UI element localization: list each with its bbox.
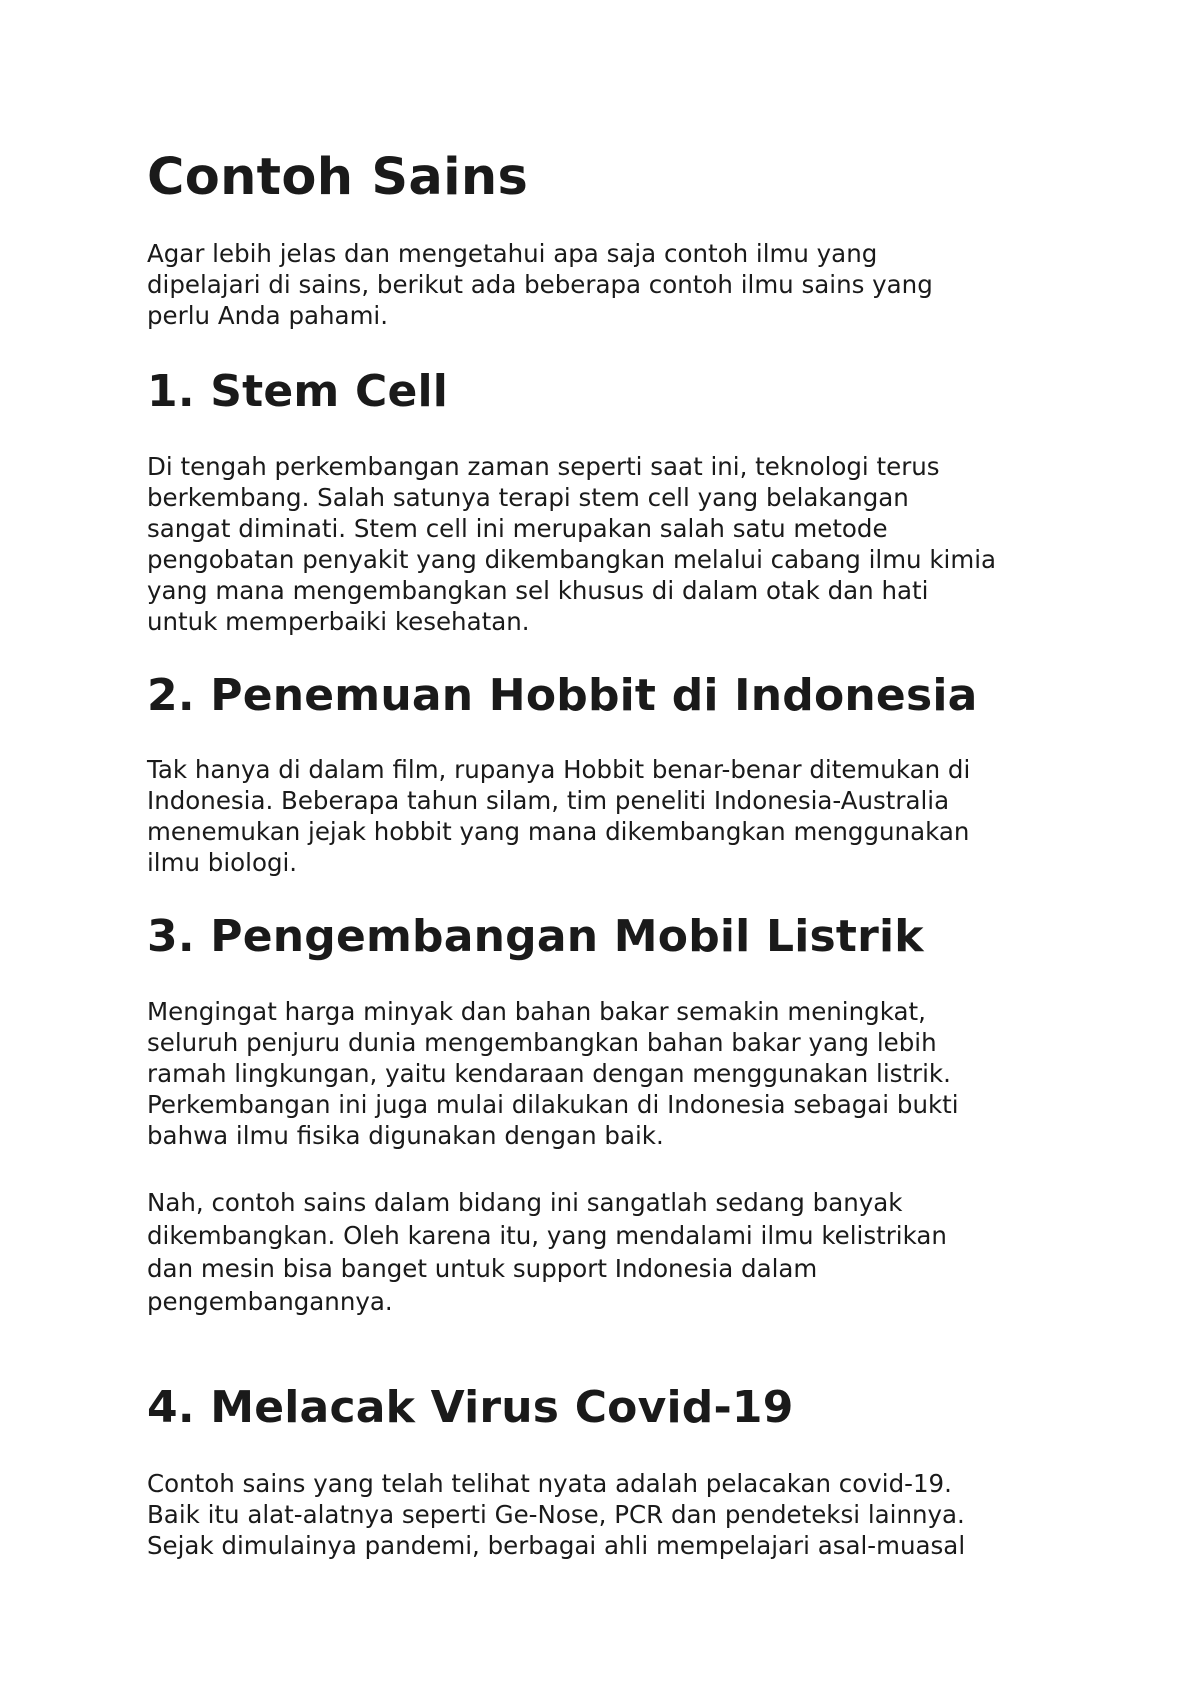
text-line: seluruh penjuru dunia mengembangkan bahan bakar yang lebih <box>147 1028 937 1057</box>
section-paragraph <box>147 1186 947 1318</box>
text-line: Sejak dimulainya pandemi, berbagai ahli mempelajari asal-muasal <box>147 1531 966 1560</box>
text-line: ilmu biologi. <box>147 848 298 877</box>
section-heading: 2. Penemuan Hobbit di Indonesia <box>147 670 978 721</box>
text-line: dan mesin bisa banget untuk support Indonesia dalam <box>147 1254 818 1283</box>
text-line: dikembangkan. Oleh karena itu, yang mendalami ilmu kelistrikan <box>147 1221 947 1250</box>
text-line: Indonesia. Beberapa tahun silam, tim peneliti Indonesia-Australia <box>147 786 950 815</box>
section-heading: 3. Pengembangan Mobil Listrik <box>147 911 924 962</box>
text-line: dipelajari di sains, berikut ada beberapa contoh ilmu sains yang <box>147 270 933 299</box>
text-line: Mengingat harga minyak dan bahan bakar semakin meningkat, <box>147 997 926 1026</box>
text-line: Perkembangan ini juga mulai dilakukan di Indonesia sebagai bukti <box>147 1090 959 1119</box>
text-line: Contoh sains yang telah telihat nyata adalah pelacakan covid-19. <box>147 1469 952 1498</box>
intro-paragraph <box>147 238 933 331</box>
text-line: Tak hanya di dalam film, rupanya Hobbit benar-benar ditemukan di <box>147 755 971 784</box>
text-line: menemukan jejak hobbit yang mana dikembangkan menggunakan <box>147 817 970 846</box>
text-line: Agar lebih jelas dan mengetahui apa saja contoh ilmu yang <box>147 239 878 268</box>
text-line: pengobatan penyakit yang dikembangkan melalui cabang ilmu kimia <box>147 545 997 574</box>
text-line: bahwa ilmu fisika digunakan dengan baik. <box>147 1121 664 1150</box>
text-line: Di tengah perkembangan zaman seperti saat ini, teknologi terus <box>147 452 940 481</box>
section-heading: 1. Stem Cell <box>147 366 449 417</box>
page-title: Contoh Sains <box>147 148 529 207</box>
text-line: pengembangannya. <box>147 1287 393 1316</box>
section-heading: 4. Melacak Virus Covid-19 <box>147 1382 794 1433</box>
section-paragraph <box>147 451 996 637</box>
text-line: sangat diminati. Stem cell ini merupakan salah satu metode <box>147 514 888 543</box>
text-line: untuk memperbaiki kesehatan. <box>147 607 530 636</box>
text-line: yang mana mengembangkan sel khusus di dalam otak dan hati <box>147 576 929 605</box>
text-line: perlu Anda pahami. <box>147 301 389 330</box>
text-line: Baik itu alat-alatnya seperti Ge-Nose, PCR dan pendeteksi lainnya. <box>147 1500 965 1529</box>
text-line: ramah lingkungan, yaitu kendaraan dengan menggunakan listrik. <box>147 1059 951 1088</box>
text-line: Nah, contoh sains dalam bidang ini sangatlah sedang banyak <box>147 1188 903 1217</box>
section-paragraph <box>147 754 970 878</box>
section-paragraph <box>147 1468 965 1561</box>
text-line: berkembang. Salah satunya terapi stem cell yang belakangan <box>147 483 909 512</box>
section-paragraph <box>147 996 959 1151</box>
